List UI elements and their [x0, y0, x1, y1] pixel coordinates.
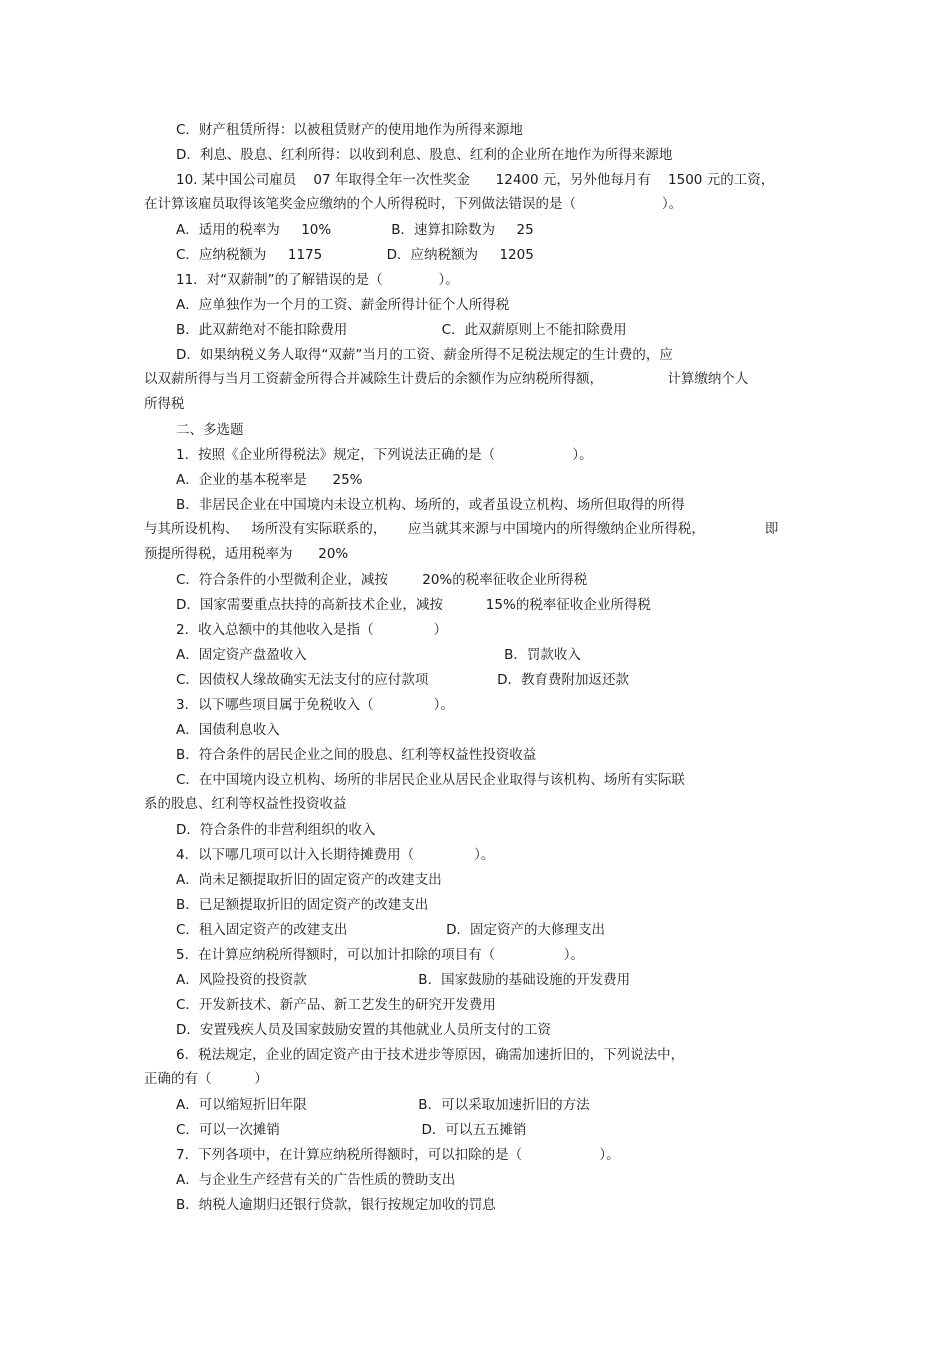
text-line: D．如果纳税义务人取得“双薪”当月的工资、薪金所得不足税法规定的生计费的，应: [176, 347, 673, 363]
text-line: A．固定资产盘盈收入 B．罚款收入: [176, 647, 581, 663]
text-line: 2．收入总额中的其他收入是指（ ）: [176, 622, 448, 638]
text-line: C．应纳税额为 1175 D．应纳税额为 1205: [176, 247, 534, 263]
text-line: 7．下列各项中，在计算应纳税所得额时，可以扣除的是（ ）。: [176, 1147, 620, 1163]
section-heading: 二、多选题: [176, 422, 244, 438]
text-line: B．符合条件的居民企业之间的股息、红利等权益性投资收益: [176, 747, 537, 763]
text-line: 所得税: [144, 396, 185, 412]
text-line: B．此双薪绝对不能扣除费用 C．此双薪原则上不能扣除费用: [176, 322, 627, 338]
text-line: A．适用的税率为 10% B．速算扣除数为 25: [176, 222, 534, 238]
text-line: 11．对“双薪制”的了解错误的是（ ）。: [176, 272, 459, 288]
text-line: B．纳税人逾期归还银行贷款，银行按规定加收的罚息: [176, 1197, 496, 1213]
text-line: A．应单独作为一个月的工资、薪金所得计征个人所得税: [176, 297, 510, 313]
text-line: A．国债利息收入: [176, 722, 280, 738]
text-line: 10. 某中国公司雇员 07 年取得全年一次性奖金 12400 元，另外他每月有 1500 元的工资，: [176, 172, 775, 188]
text-line: 系的股息、红利等权益性投资收益: [144, 796, 347, 812]
text-line: A．可以缩短折旧年限 B．可以采取加速折旧的方法: [176, 1097, 590, 1113]
text-line: 与其所设机构、 场所没有实际联系的， 应当就其来源与中国境内的所得缴纳企业所得税， 即: [144, 521, 779, 537]
text-line: B．已足额提取折旧的固定资产的改建支出: [176, 897, 429, 913]
text-line: A．与企业生产经营有关的广告性质的赞助支出: [176, 1172, 456, 1188]
text-line: 以双薪所得与当月工资薪金所得合并减除生计费后的余额作为应纳税所得额， 计算缴纳个人: [144, 371, 749, 387]
text-line: 1．按照《企业所得税法》规定，下列说法正确的是（ ）。: [176, 447, 593, 463]
text-line: 在计算该雇员取得该笔奖金应缴纳的个人所得税时，下列做法错误的是（ ）。: [144, 196, 683, 212]
text-line: C．财产租赁所得：以被租赁财产的使用地作为所得来源地: [176, 122, 523, 138]
text-line: 5．在计算应纳税所得额时，可以加计扣除的项目有（ ）。: [176, 947, 584, 963]
text-line: A．企业的基本税率是 25%: [176, 472, 363, 488]
text-line: 预提所得税，适用税率为 20%: [144, 546, 349, 562]
text-line: 3．以下哪些项目属于免税收入（ ）。: [176, 697, 454, 713]
text-line: 4．以下哪几项可以计入长期待摊费用（ ）。: [176, 847, 495, 863]
text-line: C．可以一次摊销 D．可以五五摊销: [176, 1122, 527, 1138]
text-line: 正确的有（ ）: [144, 1071, 268, 1087]
text-line: D．利息、股息、红利所得：以收到利息、股息、红利的企业所在地作为所得来源地: [176, 147, 673, 163]
text-line: C．开发新技术、新产品、新工艺发生的研究开发费用: [176, 997, 496, 1013]
text-line: C．因债权人缘故确实无法支付的应付款项 D．教育费附加返还款: [176, 672, 629, 688]
text-line: C．在中国境内设立机构、场所的非居民企业从居民企业取得与该机构、场所有实际联: [176, 772, 685, 788]
text-line: A．尚未足额提取折旧的固定资产的改建支出: [176, 872, 442, 888]
text-line: 6．税法规定，企业的固定资产由于技术进步等原因，确需加速折旧的，下列说法中，: [176, 1047, 685, 1063]
text-line: C．符合条件的小型微利企业，减按 20%的税率征收企业所得税: [176, 572, 588, 588]
text-line: D．符合条件的非营利组织的收入: [176, 822, 376, 838]
text-line: D．安置残疾人员及国家鼓励安置的其他就业人员所支付的工资: [176, 1022, 551, 1038]
text-line: B．非居民企业在中国境内未设立机构、场所的，或者虽设立机构、场所但取得的所得: [176, 497, 685, 513]
text-line: C．租入固定资产的改建支出 D．固定资产的大修理支出: [176, 922, 606, 938]
text-line: D．国家需要重点扶持的高新技术企业，减按 15%的税率征收企业所得税: [176, 597, 651, 613]
text-line: A．风险投资的投资款 B．国家鼓励的基础设施的开发费用: [176, 972, 631, 988]
